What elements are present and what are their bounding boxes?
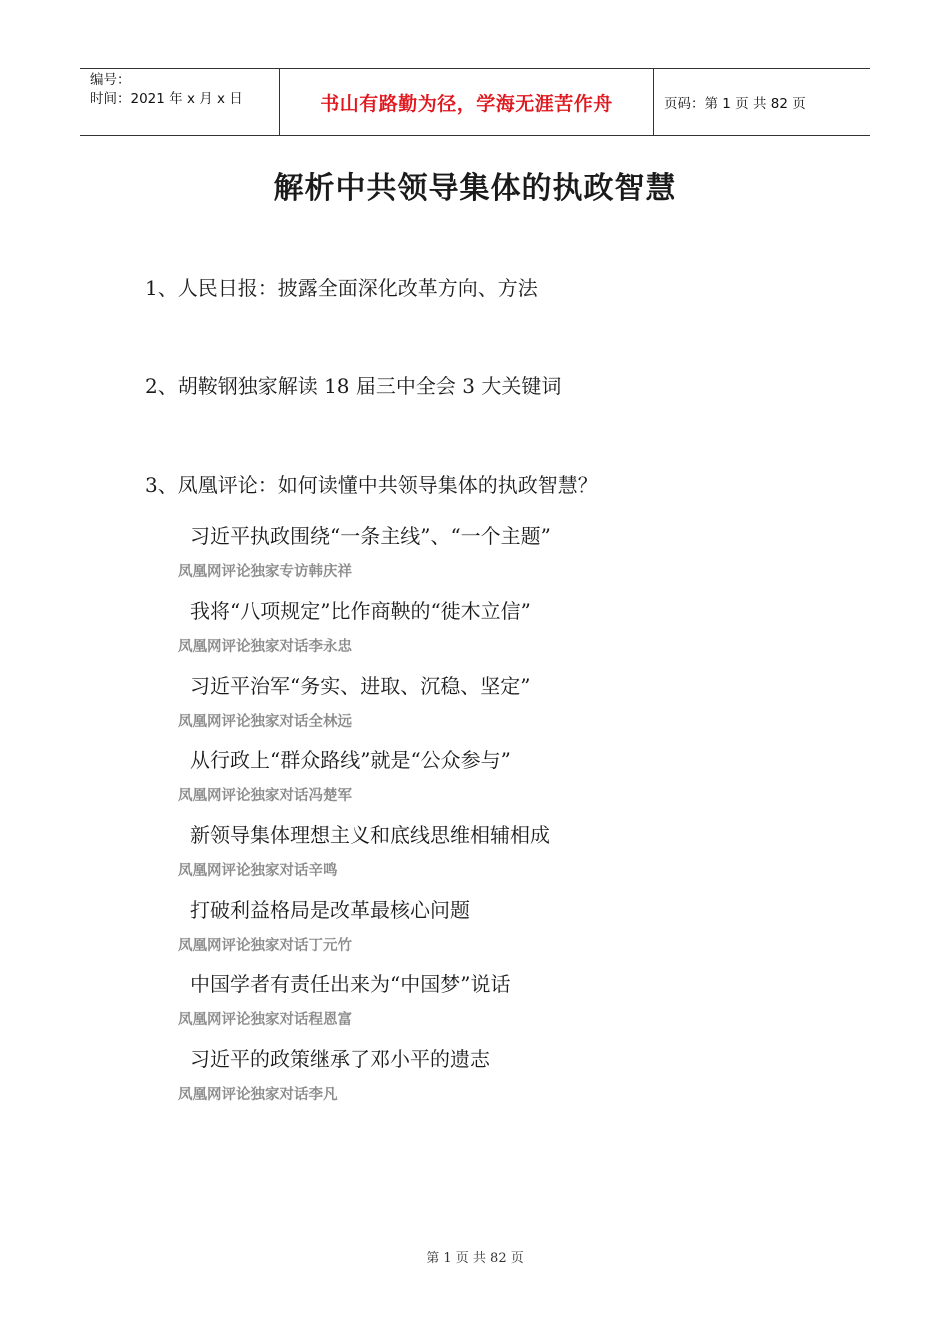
article-title: 习近平执政围绕“一条主线”、“一个主题” [190,524,551,548]
article-subtitle: 凤凰网评论独家对话丁元竹 [178,938,352,954]
section-heading-2: 2、胡鞍钢独家解读 18 届三中全会 3 大关键词 [145,374,562,398]
time-label: 时间：2021 年 x 月 x 日 [90,91,243,107]
number-label: 编号： [90,72,131,88]
header-meta-cell [80,69,280,135]
header-motto-cell [280,69,654,135]
article-title: 中国学者有责任出来为“中国梦”说话 [190,972,511,996]
article-subtitle: 凤凰网评论独家对话李永忠 [178,639,352,655]
article-subtitle: 凤凰网评论独家对话辛鸣 [178,863,338,879]
article-title: 打破利益格局是改革最核心问题 [190,898,470,922]
section-heading-3: 3、凤凰评论：如何读懂中共领导集体的执政智慧？ [145,473,598,497]
article-subtitle: 凤凰网评论独家专访韩庆祥 [178,564,352,580]
article-subtitle: 凤凰网评论独家对话全林远 [178,714,352,730]
article-title: 新领导集体理想主义和底线思维相辅相成 [190,823,550,847]
article-title: 习近平治军“务实、进取、沉稳、坚定” [190,674,531,698]
page-footer: 第 1 页 共 82 页 [426,1251,524,1266]
article-subtitle: 凤凰网评论独家对话冯楚军 [178,788,352,804]
header-table [80,68,870,136]
header-page-cell [654,69,870,135]
article-subtitle: 凤凰网评论独家对话李凡 [178,1087,338,1103]
motto-text: 书山有路勤为径，学海无涯苦作舟 [320,92,613,115]
article-title: 我将“八项规定”比作商鞅的“徙木立信” [190,599,531,623]
article-title: 习近平的政策继承了邓小平的遗志 [190,1047,490,1071]
document-title: 解析中共领导集体的执政智慧 [273,171,677,206]
page-label: 页码：第 1 页 共 82 页 [664,96,806,112]
section-heading-1: 1、人民日报：披露全面深化改革方向、方法 [145,276,538,300]
article-subtitle: 凤凰网评论独家对话程恩富 [178,1012,352,1028]
article-title: 从行政上“群众路线”就是“公众参与” [190,748,511,772]
